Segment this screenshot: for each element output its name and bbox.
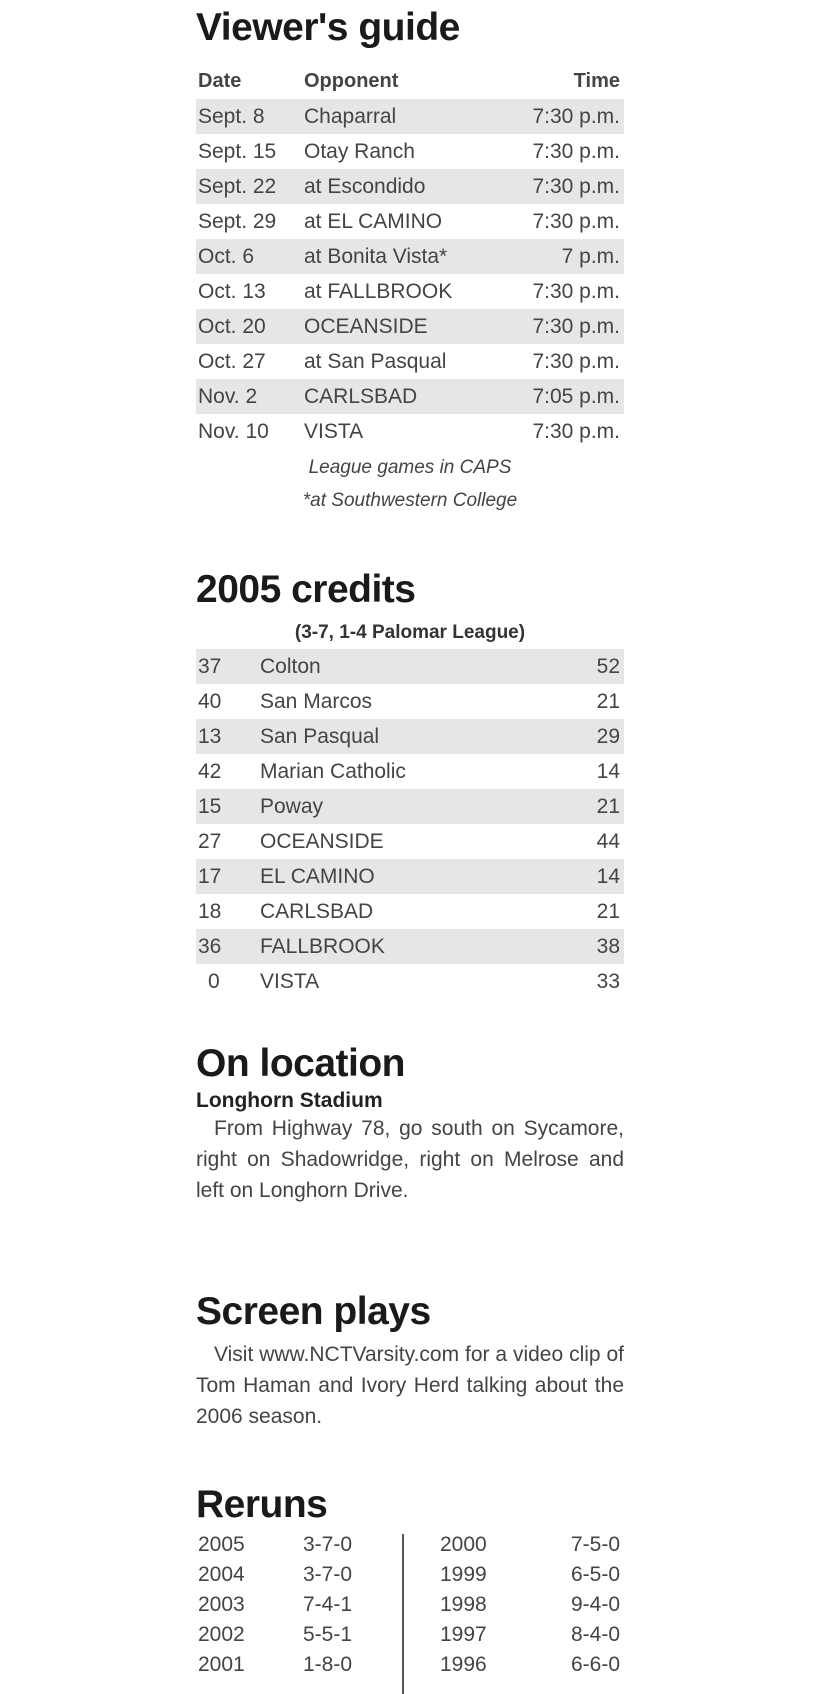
opponent-score: 44 — [596, 829, 620, 853]
opponent-header: Opponent — [304, 70, 399, 92]
game-time: 7:30 p.m. — [532, 174, 620, 198]
rerun-row — [404, 1590, 624, 1620]
venue-note: *at Southwestern College — [302, 490, 518, 511]
schedule-table — [196, 99, 624, 449]
reruns-table — [196, 1530, 624, 1694]
game-time: 7:30 p.m. — [532, 279, 620, 303]
opponent-score: 21 — [596, 689, 620, 713]
result-row — [196, 894, 624, 929]
game-date: Oct. 6 — [198, 244, 255, 268]
opponent-name: VISTA — [260, 969, 320, 993]
rerun-year: 1999 — [440, 1563, 487, 1586]
reruns-section — [196, 1485, 624, 1694]
game-time: 7:30 p.m. — [532, 104, 620, 128]
opponent-name: Poway — [260, 794, 324, 818]
directions-text: From Highway 78, go south on Sycamore, right on Shadowridge, right on Melrose and left on Longhorn Drive. — [196, 1117, 624, 1202]
rerun-row — [196, 1590, 402, 1620]
schedule-header — [196, 69, 624, 93]
game-time: 7:30 p.m. — [532, 314, 620, 338]
game-time: 7:30 p.m. — [532, 139, 620, 163]
date-header: Date — [198, 70, 242, 92]
our-score: 17 — [198, 864, 222, 888]
game-opponent: at Bonita Vista* — [304, 244, 448, 268]
rerun-year: 2002 — [198, 1623, 245, 1646]
opponent-name: Colton — [260, 654, 321, 678]
rerun-record: 9-4-0 — [570, 1593, 620, 1616]
game-time: 7 p.m. — [561, 244, 620, 268]
our-score: 0 — [208, 969, 220, 993]
reruns-title: Reruns — [196, 1483, 328, 1526]
result-row — [196, 929, 624, 964]
rerun-record: 8-4-0 — [570, 1623, 620, 1646]
game-opponent: at EL CAMINO — [304, 209, 443, 233]
schedule-row — [196, 274, 624, 309]
our-score: 18 — [198, 899, 222, 923]
screen-plays-text: Visit www.NCTVarsity.com for a video clip of Tom Haman and Ivory Herd talking about the 2006 season. — [196, 1343, 624, 1428]
game-date: Sept. 8 — [198, 104, 265, 128]
result-row — [196, 824, 624, 859]
opponent-score: 33 — [596, 969, 620, 993]
rerun-year: 2001 — [198, 1653, 245, 1676]
result-row — [196, 754, 624, 789]
our-score: 42 — [198, 759, 222, 783]
game-date: Sept. 29 — [198, 209, 277, 233]
location-title: On location — [196, 1042, 405, 1085]
game-date: Nov. 10 — [198, 419, 269, 443]
game-time: 7:05 p.m. — [532, 384, 620, 408]
rerun-year: 1998 — [440, 1593, 487, 1616]
result-row — [196, 719, 624, 754]
game-date: Oct. 13 — [198, 279, 266, 303]
our-score: 27 — [198, 829, 222, 853]
rerun-year: 1997 — [440, 1623, 487, 1646]
rerun-row — [404, 1560, 624, 1590]
schedule-row — [196, 204, 624, 239]
rerun-year: 2004 — [198, 1563, 245, 1586]
opponent-name: EL CAMINO — [260, 864, 375, 888]
game-opponent: Otay Ranch — [304, 139, 415, 163]
game-opponent: at Escondido — [304, 174, 426, 198]
rerun-year: 1996 — [440, 1653, 487, 1676]
league-games-note: League games in CAPS — [308, 457, 512, 478]
game-time: 7:30 p.m. — [532, 349, 620, 373]
game-date: Oct. 20 — [198, 314, 266, 338]
opponent-name: San Pasqual — [260, 724, 380, 748]
result-row — [196, 684, 624, 719]
rerun-row — [196, 1650, 402, 1680]
opponent-score: 21 — [596, 899, 620, 923]
location-section — [196, 1044, 624, 1206]
our-score: 40 — [198, 689, 222, 713]
opponent-score: 14 — [596, 759, 620, 783]
game-time: 7:30 p.m. — [532, 209, 620, 233]
rerun-record: 5-5-1 — [303, 1623, 353, 1646]
game-opponent: at San Pasqual — [304, 349, 447, 373]
reruns-left-column — [196, 1530, 402, 1694]
screen-plays-title: Screen plays — [196, 1290, 431, 1333]
result-row — [196, 789, 624, 824]
result-row — [196, 964, 624, 999]
opponent-name: San Marcos — [260, 689, 373, 713]
reruns-right-column — [404, 1530, 624, 1694]
opponent-score: 38 — [596, 934, 620, 958]
schedule-row — [196, 134, 624, 169]
our-score: 37 — [198, 654, 222, 678]
opponent-name: FALLBROOK — [260, 934, 385, 958]
time-header: Time — [573, 70, 620, 92]
game-date: Sept. 15 — [198, 139, 277, 163]
opponent-name: CARLSBAD — [260, 899, 374, 923]
schedule-row — [196, 309, 624, 344]
game-opponent: VISTA — [304, 419, 364, 443]
game-time: 7:30 p.m. — [532, 419, 620, 443]
rerun-record: 6-5-0 — [570, 1563, 620, 1586]
schedule-row — [196, 239, 624, 274]
credits-section — [196, 570, 624, 999]
rerun-row — [404, 1650, 624, 1680]
opponent-name: OCEANSIDE — [260, 829, 384, 853]
schedule-row — [196, 414, 624, 449]
rerun-row — [404, 1530, 624, 1560]
rerun-record: 1-8-0 — [303, 1653, 353, 1676]
rerun-row — [196, 1560, 402, 1590]
opponent-score: 14 — [596, 864, 620, 888]
schedule-row — [196, 379, 624, 414]
opponent-score: 29 — [596, 724, 620, 748]
opponent-score: 52 — [596, 654, 620, 678]
opponent-score: 21 — [596, 794, 620, 818]
opponent-name: Marian Catholic — [260, 759, 406, 783]
rerun-record: 3-7-0 — [303, 1563, 353, 1586]
rerun-record: 6-6-0 — [570, 1653, 620, 1676]
rerun-year: 2005 — [198, 1533, 245, 1556]
credits-record: (3-7, 1-4 Palomar League) — [294, 622, 526, 643]
rerun-year: 2000 — [440, 1533, 487, 1556]
game-opponent: OCEANSIDE — [304, 314, 428, 338]
game-opponent: at FALLBROOK — [304, 279, 453, 303]
game-date: Nov. 2 — [198, 384, 258, 408]
game-date: Oct. 27 — [198, 349, 266, 373]
game-opponent: Chaparral — [304, 104, 397, 128]
credits-title: 2005 credits — [196, 568, 416, 611]
game-opponent: CARLSBAD — [304, 384, 418, 408]
rerun-record: 7-5-0 — [570, 1533, 620, 1556]
rerun-row — [196, 1620, 402, 1650]
schedule-row — [196, 344, 624, 379]
rerun-row — [404, 1620, 624, 1650]
result-row — [196, 649, 624, 684]
rerun-row — [196, 1530, 402, 1560]
viewers-guide-title: Viewer's guide — [196, 6, 460, 49]
result-row — [196, 859, 624, 894]
viewers-guide-section — [196, 8, 624, 517]
results-table — [196, 649, 624, 999]
rerun-record: 3-7-0 — [303, 1533, 353, 1556]
rerun-year: 2003 — [198, 1593, 245, 1616]
stadium-name: Longhorn Stadium — [196, 1089, 383, 1112]
screen-plays-section — [196, 1292, 624, 1432]
rerun-record: 7-4-1 — [303, 1593, 353, 1616]
schedule-row — [196, 169, 624, 204]
game-date: Sept. 22 — [198, 174, 277, 198]
schedule-row — [196, 99, 624, 134]
our-score: 13 — [198, 724, 222, 748]
our-score: 36 — [198, 934, 222, 958]
our-score: 15 — [198, 794, 222, 818]
